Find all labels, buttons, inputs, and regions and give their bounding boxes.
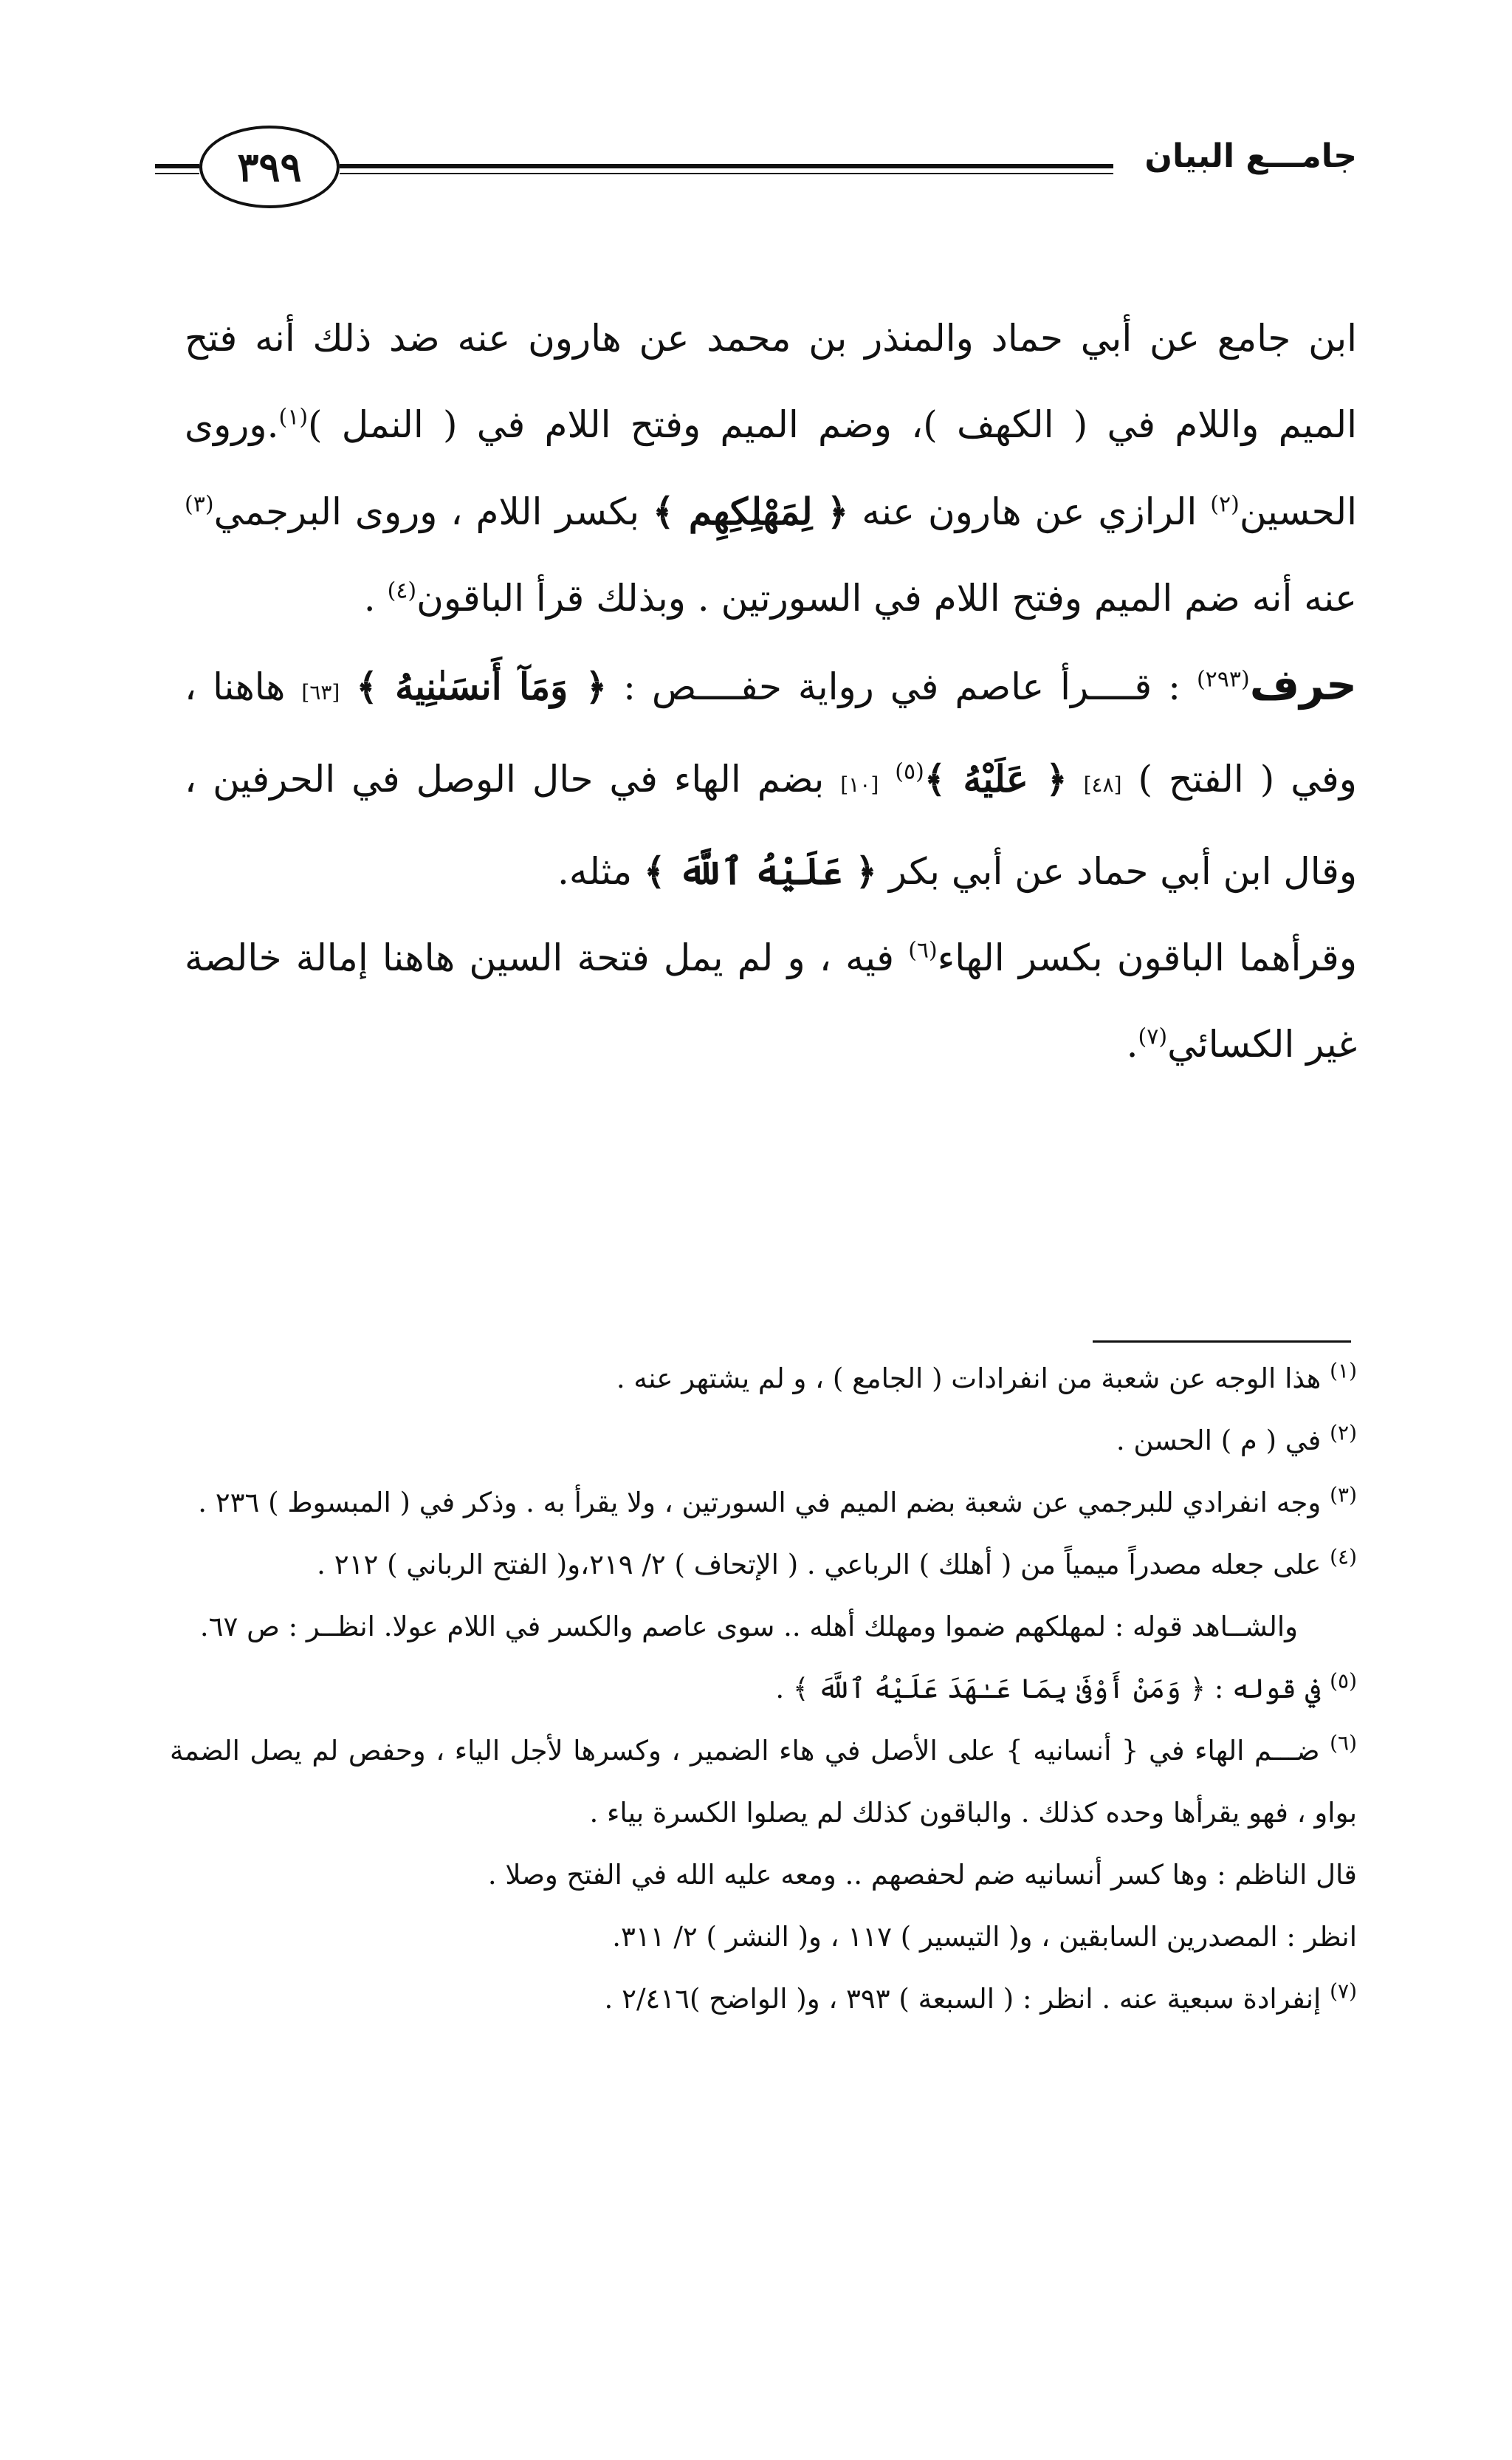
text-span: ابن جامع عن أبي حماد والمنذر بن محمد عن هارون عنه ضد ذلك أنه فتح الميم xyxy=(185,317,1357,446)
footnote-3 xyxy=(170,1472,1357,1534)
page-number: ٣٩٩ xyxy=(199,126,340,208)
quran-quote: ﴿ وَمَآ أَنسَىٰنِيهُ ﴾ xyxy=(356,665,608,708)
text-span: . xyxy=(363,577,376,620)
footnote-mark: (٦) xyxy=(908,937,938,964)
text-span: بكسر اللام ، وروى البرجمي xyxy=(213,490,640,533)
book-title: جامـــع البيان xyxy=(1144,137,1357,175)
main-text xyxy=(185,295,1357,1088)
footnote-mark: (٤) xyxy=(387,578,417,604)
footnote-text: في ( م ) الحسن . xyxy=(1116,1425,1322,1456)
text-span: فيه ، و لم يمل فتحة السين هاهنا إمالة خالصة غير الكسائي xyxy=(185,936,1357,1066)
text-span: الرازي عن هارون عنه xyxy=(862,490,1197,533)
text-span: مثله. xyxy=(557,850,633,893)
footnote-text: ضـــم الهاء في { أنسانيه } على الأصل في هاء الضمير ، وكسرها لأجل الياء ، وحفص لم يصل الضمة بواو ، فهو يقرأها وحده كذلك . والباقون كذلك لم يصلوا الكسرة بياء . xyxy=(170,1735,1357,1829)
footnote-mark: (٣) xyxy=(185,491,214,518)
footnote-mark: (٥) xyxy=(895,758,924,785)
text-span: . xyxy=(1126,1023,1138,1066)
footnote-mark: (٢) xyxy=(1210,491,1240,518)
footnote-number: (٥) xyxy=(1330,1668,1357,1693)
verse-ref: [٤٨] xyxy=(1083,772,1122,797)
quran-quote: ﴿ عَلَيْهُ ٱللَّهَ ﴾ xyxy=(644,849,877,893)
text-span: : قــــرأ عاصم في رواية حفــــص : xyxy=(623,665,1181,708)
verse-ref: [١٠] xyxy=(840,772,879,797)
verse-ref: [٦٣] xyxy=(301,680,340,705)
text-span: الميم وفتح اللام في السورتين . وبذلك قرأ الباقون xyxy=(416,577,1173,620)
footnote-mark: (١) xyxy=(278,404,309,431)
harf-number: (٢٩٣) xyxy=(1196,666,1250,693)
text-span: عنه أنه ضم xyxy=(1184,577,1357,620)
harf-label: حرف xyxy=(1249,659,1357,710)
footnote-text: في قوله : ﴿ وَمَنْ أَوْفَىٰ بِمَا عَـٰهَدَ عَلَيْهُ ٱللَّهَ ﴾ . xyxy=(775,1673,1322,1704)
text-span: .وروى الحسين xyxy=(185,403,1357,533)
footnote-text: وجه انفرادي للبرجمي عن شعبة بضم الميم في السورتين ، ولا يقرأ به . وذكر في ( المبسوط ) ٢٣٦ . xyxy=(198,1487,1322,1518)
footnote-text: قال الناظم : وها كسر أنسانيه ضم لحفصهم .. ومعه عليه الله في الفتح وصلا . xyxy=(487,1859,1357,1891)
footnote-text: هذا الوجه عن شعبة من انفرادات ( الجامع ) ، و لم يشتهر عنه . xyxy=(616,1363,1322,1394)
footnote-number: (٣) xyxy=(1330,1482,1357,1507)
footnotes xyxy=(170,1348,1357,2030)
paragraph-1 xyxy=(185,295,1357,642)
footnote-number: (٧) xyxy=(1330,1978,1357,2004)
header-rule-left xyxy=(155,164,199,174)
footnote-number: (١) xyxy=(1330,1358,1357,1383)
page-header xyxy=(155,126,1357,214)
quran-quote: ﴿ عَلَيْهُ ﴾ xyxy=(924,757,1068,801)
footnote-text: والشــاهد قوله : لمهلكهم ضموا ومهلك أهله .. سوى عاصم والكسر في اللام عولا. انظــر : ص ٦٧. xyxy=(199,1611,1298,1642)
footnote-4-continued xyxy=(170,1596,1357,1658)
footnote-4 xyxy=(170,1534,1357,1596)
footnote-text: انظر : المصدرين السابقين ، و( التيسير ) ١١٧ ، و( النشر ) ٢/ ٣١١. xyxy=(612,1921,1357,1953)
text-span: واللام في ( الكهف )، وضم الميم وفتح اللام في ( النمل ) xyxy=(308,403,1260,446)
footnote-mark: (٧) xyxy=(1138,1024,1168,1050)
text-span: بضم الهاء في حال الوصل في الحرفين ، وقال ابن أبي حماد عن أبي بكر xyxy=(185,758,1357,893)
footnote-number: (٢) xyxy=(1330,1420,1357,1445)
footnote-5 xyxy=(170,1658,1357,1720)
footnote-6 xyxy=(170,1720,1357,1844)
text-span: وقرأهما الباقون بكسر الهاء xyxy=(937,936,1357,979)
footnote-number: (٦) xyxy=(1330,1730,1357,1755)
header-rule xyxy=(340,164,1113,174)
footnote-text: إنفرادة سبعية عنه . انظر : ( السبعة ) ٣٩٣ ، و( الواضح )٢/٤١٦ . xyxy=(604,1983,1322,2015)
footnote-number: (٤) xyxy=(1330,1544,1357,1569)
footnote-text: على جعله مصدراً ميمياً من ( أهلك ) الرباعي . ( الإتحاف ) ٢/ ٢١٩،و( الفتح الرباني ) ٢١٢ . xyxy=(317,1549,1322,1580)
footnote-2 xyxy=(170,1410,1357,1472)
text-span: هاهنا ، وفي ( الفتح ) xyxy=(185,665,1357,801)
quran-quote: ﴿ لِمَهْلِكِهِم ﴾ xyxy=(653,490,849,533)
footnote-1 xyxy=(170,1348,1357,1410)
footnote-7 xyxy=(170,1968,1357,2030)
paragraph-2 xyxy=(185,642,1357,915)
footnote-separator xyxy=(1093,1340,1351,1343)
footnote-6-sources xyxy=(170,1906,1357,1968)
footnote-6-poem xyxy=(170,1844,1357,1906)
paragraph-3 xyxy=(185,915,1357,1088)
